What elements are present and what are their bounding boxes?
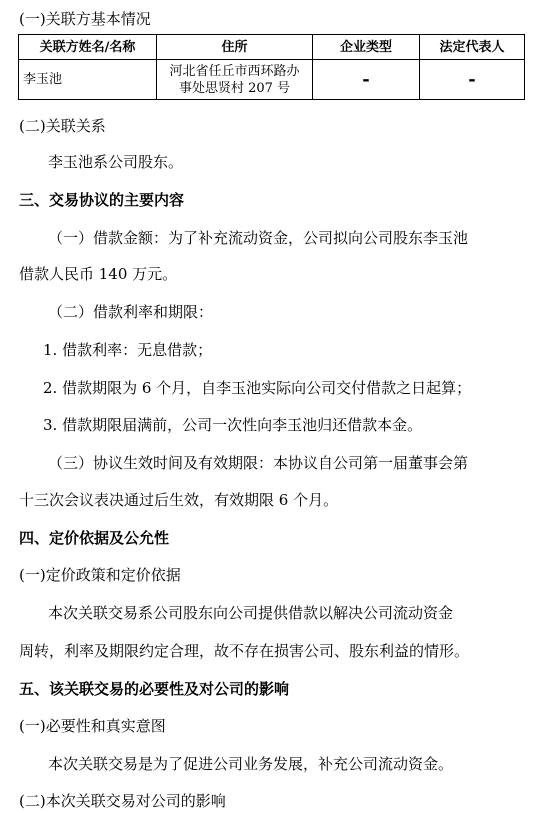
subheading-impact: (二)本次关联交易对公司的影响 — [19, 792, 226, 810]
effective-term-line1: （三）协议生效时间及有效期限：本协议自公司第一届董事会第 — [48, 454, 469, 472]
table-row — [19, 60, 525, 100]
table-header-row — [19, 35, 525, 60]
necessity-text: 本次关联交易是为了促进公司业务发展，补充公司流动资金。 — [48, 755, 454, 773]
table-header-address: 住所 — [157, 35, 313, 60]
cell-address — [157, 60, 313, 100]
pricing-text-line1: 本次关联交易系公司股东向公司提供借款以解决公司流动资金 — [48, 604, 454, 622]
section-heading-necessity: 五、该关联交易的必要性及对公司的影响 — [19, 680, 290, 698]
subheading-necessity: (一)必要性和真实意图 — [19, 717, 166, 735]
subheading-relationship: (二)关联关系 — [19, 117, 106, 135]
subheading-pricing-policy: (一)定价政策和定价依据 — [19, 566, 181, 584]
cell-address-line1: 河北省任丘市西环路办 — [169, 63, 300, 79]
cell-address-line2: 事处思贤村 207 号 — [178, 80, 291, 96]
list-item-rate: 1. 借款利率：无息借款； — [43, 341, 213, 359]
section-heading-agreement: 三、交易协议的主要内容 — [19, 191, 185, 209]
table-header-representative: 法定代表人 — [420, 35, 525, 60]
table-header-name: 关联方姓名/名称 — [19, 35, 157, 60]
cell-legal-representative: - — [420, 60, 525, 100]
subheading-related-party-info: (一)关联方基本情况 — [19, 10, 151, 28]
loan-amount-line1: （一）借款金额：为了补充流动资金，公司拟向公司股东李玉池 — [48, 229, 469, 247]
effective-term-line2: 十三次会议表决通过后生效，有效期限 6 个月。 — [19, 491, 339, 509]
cell-party-name: 李玉池 — [19, 60, 157, 100]
list-item-repayment: 3. 借款期限届满前，公司一次性向李玉池归还借款本金。 — [43, 416, 423, 434]
relationship-text: 李玉池系公司股东。 — [48, 153, 184, 171]
cell-enterprise-type: - — [313, 60, 420, 100]
pricing-text-line2: 周转，利率及期限约定合理，故不存在损害公司、股东利益的情形。 — [19, 642, 470, 660]
loan-amount-line2: 借款人民币 140 万元。 — [19, 265, 178, 283]
table-header-type: 企业类型 — [313, 35, 420, 60]
related-party-table — [18, 34, 525, 100]
list-item-term: 2. 借款期限为 6 个月，自李玉池实际向公司交付借款之日起算； — [43, 379, 472, 397]
section-heading-pricing: 四、定价依据及公允性 — [19, 529, 170, 547]
rate-term-heading: （二）借款利率和期限： — [48, 303, 214, 321]
